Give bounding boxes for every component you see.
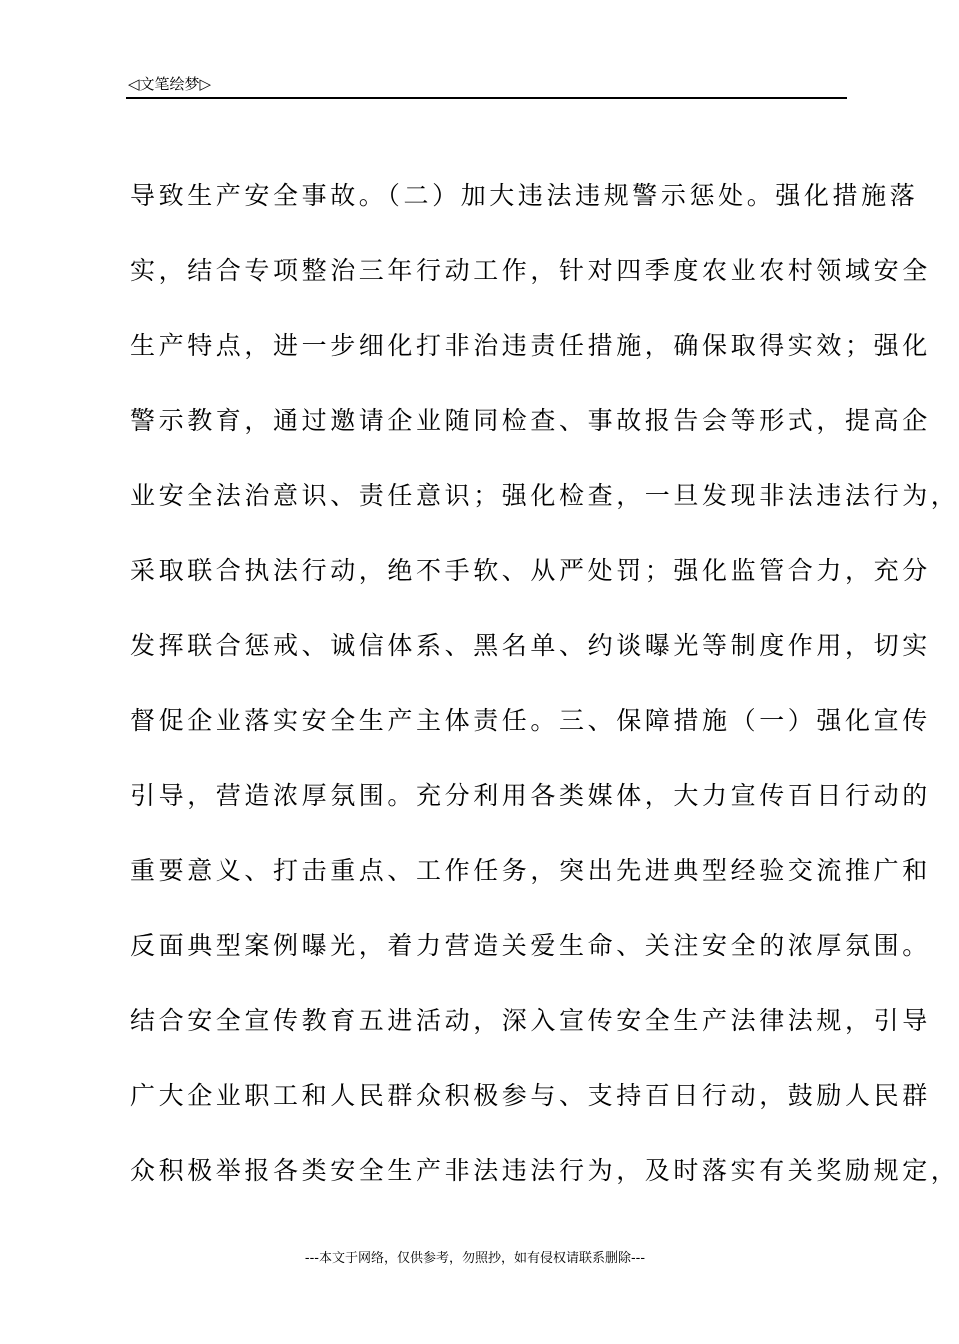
footer-notice: ---本文于网络，仅供参考，勿照抄，如有侵权请联系删除--- — [304, 1251, 646, 1266]
body-line: 重要意义、打击重点、工作任务，突出先进典型经验交流推广和 — [130, 856, 931, 885]
body-line: 众积极举报各类安全生产非法违法行为，及时落实有关奖励规定， — [130, 1156, 959, 1185]
body-line: 业安全法治意识、责任意识；强化检查，一旦发现非法违法行为， — [130, 481, 959, 510]
body-line: 引导，营造浓厚氛围。充分利用各类媒体，大力宣传百日行动的 — [130, 781, 931, 810]
header-divider — [126, 97, 847, 99]
body-line: 发挥联合惩戒、诚信体系、黑名单、约谈曝光等制度作用，切实 — [130, 631, 931, 660]
body-line: 生产特点，进一步细化打非治违责任措施，确保取得实效；强化 — [130, 331, 931, 360]
body-line: 反面典型案例曝光，着力营造关爱生命、关注安全的浓厚氛围。 — [130, 931, 931, 960]
document-body — [130, 176, 959, 1226]
body-line: 警示教育，通过邀请企业随同检查、事故报告会等形式，提高企 — [130, 406, 931, 435]
body-line: 实，结合专项整治三年行动工作，针对四季度农业农村领域安全 — [130, 256, 931, 285]
document-header: ◁文笔绘梦▷ — [128, 75, 212, 93]
body-line: 广大企业职工和人民群众积极参与、支持百日行动，鼓励人民群 — [130, 1081, 931, 1110]
body-line: 结合安全宣传教育五进活动，深入宣传安全生产法律法规，引导 — [130, 1006, 931, 1035]
body-line: 导致生产安全事故。（二）加大违法违规警示惩处。强化措施落 — [130, 181, 919, 210]
body-line: 采取联合执法行动，绝不手软、从严处罚；强化监管合力，充分 — [130, 556, 931, 585]
body-line: 督促企业落实安全生产主体责任。三、保障措施（一）强化宣传 — [130, 706, 931, 735]
